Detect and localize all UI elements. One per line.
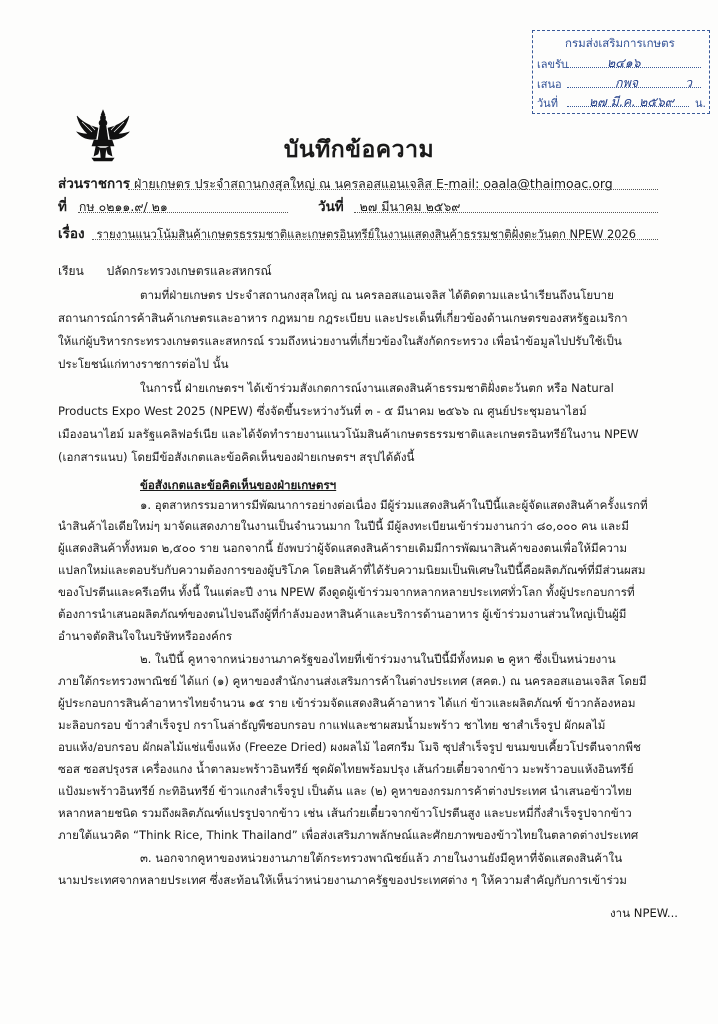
stamp-row-forward <box>537 75 705 93</box>
salutation-value: ปลัดกระทรวงเกษตรและสหกรณ์ <box>106 264 272 278</box>
salutation-label: เรียน <box>58 264 84 278</box>
stamp-row-receive-number <box>537 55 705 73</box>
stamp-label: เลขรับ <box>537 58 568 71</box>
paragraph-line: ผู้แสดงสินค้าทั้งหมด ๒,๕๐๐ ราย นอกจากนี้ ยังพบว่าผู้จัดแสดงสินค้ารายเดิมมีการพัฒนาสินค้าของตนเพื่อให้มีความ <box>58 541 628 555</box>
receipt-stamp <box>532 30 710 114</box>
paragraph-line: (เอกสารแนบ) โดยมีข้อสังเกตและข้อคิดเห็นของฝ่ายเกษตรฯ สรุปได้ดังนี้ <box>58 450 415 464</box>
paragraph-line: เมืองอนาไฮม์ มลรัฐแคลิฟอร์เนีย และได้จัดทำรายงานแนวโน้มสินค้าเกษตรธรรมชาติและเกษตรอินทรีย์ในงาน NPEW <box>58 427 639 441</box>
stamp-label: วันที่ <box>537 97 558 110</box>
salutation-line <box>58 262 272 281</box>
agency-value: ฝ่ายเกษตร ประจำสถานกงสุลใหญ่ ณ นครลอสแอนเจลิส E-mail: oaala@thaimoac.org <box>134 176 613 191</box>
paragraph-line: นำสินค้าไอเดียใหม่ๆ มาจัดแสดงภายในงานเป็นจำนวนมาก ในปีนี้ มีผู้ลงทะเบียนเข้าร่วมงานกว่า ๘๐,๐๐๐ คน และมี <box>58 519 629 533</box>
number-line <box>58 195 168 217</box>
subject-line <box>58 222 636 244</box>
continuation-text: งาน NPEW... <box>610 906 678 920</box>
memo-title: บันทึกข้อความ <box>283 137 435 163</box>
number-value: กษ ๐๒๑๑.๙/ ๒๑ <box>78 199 168 214</box>
section-heading: ข้อสังเกตและข้อคิดเห็นของฝ่ายเกษตรฯ <box>140 478 337 492</box>
date-line <box>318 195 460 217</box>
date-label: วันที่ <box>318 199 344 215</box>
paragraph-line: ในการนี้ ฝ่ายเกษตรฯ ได้เข้าร่วมสังเกตการณ์งานแสดงสินค้าธรรมชาติฝั่งตะวันตก หรือ Natural <box>140 381 614 395</box>
subject-label: เรื่อง <box>58 226 85 242</box>
paragraph-line: ประโยชน์แก่ทางราชการต่อไป นั้น <box>58 357 229 371</box>
agency-label: ส่วนราชการ <box>58 176 131 192</box>
stamp-title: กรมส่งเสริมการเกษตร <box>565 36 675 50</box>
date-value: ๒๗ มีนาคม ๒๕๖๙ <box>359 199 461 214</box>
paragraph-line: ภายใต้กระทรวงพาณิชย์ ได้แก่ (๑) คูหาของสำนักงานส่งเสริมการค้าในต่างประเทศ (สคต.) ณ นครลอสแอนเจลิส โดยมี <box>58 674 647 688</box>
paragraph-line: สถานการณ์การค้าสินค้าเกษตรและอาหาร กฎหมาย กฎระเบียบ และประเด็นที่เกี่ยวข้องด้านเกษตรของสหรัฐอเมริกา <box>58 311 628 325</box>
paragraph-line: ซอส ซอสปรุงรส เครื่องแกง น้ำตาลมะพร้าวอินทรีย์ ชุดผัดไทยพร้อมปรุง เส้นก๋วยเตี๋ยวจากข้าว มะพร้าวอบแห้งอินทรีย์ <box>58 762 634 776</box>
stamp-value-initial: ว <box>685 75 693 90</box>
stamp-value: กพจ <box>615 75 639 90</box>
paragraph-line: แป้งมะพร้าวอินทรีย์ กะทิอินทรีย์ ข้าวแกงสำเร็จรูป เป็นต้น และ (๒) คูหาของกรมการค้าต่างประเทศ นำเสนอข้าวไทย <box>58 784 632 798</box>
paragraph-line: ต้องการนำเสนอผลิตภัณฑ์ของตนไปจนถึงผู้ที่กำลังมองหาสินค้าและบริการด้านอาหาร ผู้เข้าร่วมงานส่วนใหญ่เป็นผู้มี <box>58 607 627 621</box>
paragraph-line: ๓. นอกจากคูหาของหน่วยงานภายใต้กระทรวงพาณิชย์แล้ว ภายในงานยังมีคูหาที่จัดแสดงสินค้าใน <box>140 851 623 865</box>
paragraph-line: ๒. ในปีนี้ คูหาจากหน่วยงานภาครัฐของไทยที่เข้าร่วมงานในปีนี้มีทั้งหมด ๒ คูหา ซึ่งเป็นหน่วยงาน <box>140 652 616 666</box>
paragraph-line: นามประเทศจากหลายประเทศ ซึ่งสะท้อนให้เห็นว่าหน่วยงานภาครัฐของประเทศต่าง ๆ ให้ความสำคัญกับการเข้าร่วม <box>58 873 627 887</box>
stamp-value: ๒๗ มี.ค. ๒๕๖๙ <box>589 94 674 109</box>
paragraph-line: ผู้ประกอบการสินค้าอาหารไทยจำนวน ๑๕ ราย เข้าร่วมจัดแสดงสินค้าอาหาร ได้แก่ ข้าวและผลิตภัณฑ์ ข้าวกล้องหอม <box>58 696 636 710</box>
stamp-row-date <box>537 94 705 112</box>
paragraph-line: อำนาจตัดสินใจในบริษัทหรือองค์กร <box>58 629 233 643</box>
stamp-value: ๒๔๑๖ <box>607 55 641 70</box>
paragraph-line: ตามที่ฝ่ายเกษตร ประจำสถานกงสุลใหญ่ ณ นครลอสแอนเจลิส ได้ติดตามและนำเรียนถึงนโยบาย <box>140 288 614 302</box>
number-label: ที่ <box>58 199 67 215</box>
paragraph-line: อบแห้ง/อบกรอบ ผักผลไม้แช่แข็งแห้ง (Freeze Dried) ผงผลไม้ ไอศกรีม โมจิ ซุปสำเร็จรูป ขนมขบเคี้ยวโปรตีนจากพืช <box>58 740 641 754</box>
paragraph-line: ๑. อุตสาหกรรมอาหารมีพัฒนาการอย่างต่อเนื่อง มีผู้ร่วมแสดงสินค้าในปีนี้และผู้จัดแสดงสินค้าครั้งแรกที่ <box>140 498 648 512</box>
stamp-suffix: น. <box>695 97 707 110</box>
paragraph-line: หลากหลายชนิด รวมถึงผลิตภัณฑ์แปรรูปจากข้าว เช่น เส้นก๋วยเตี๋ยวจากข้าวโปรตีนสูง และบะหมี่กึ่งสำเร็จรูปจากข้าว <box>58 806 632 820</box>
paragraph-line: มะลิอบกรอบ ข้าวสำเร็จรูป กราโนล่าธัญพืชอบกรอบ กาแฟและชาผสมน้ำมะพร้าว ชาไทย ชาสำเร็จรูป ผักผลไม้ <box>58 718 606 732</box>
paragraph-line: Products Expo West 2025 (NPEW) ซึ่งจัดขึ้นระหว่างวันที่ ๓ - ๕ มีนาคม ๒๕๖๖ ณ ศูนย์ประชุมอนาไฮม์ <box>58 404 587 418</box>
subject-value: รายงานแนวโน้มสินค้าเกษตรธรรมชาติและเกษตรอินทรีย์ในงานแสดงสินค้าธรรมชาติฝั่งตะวันตก NPEW 2026 <box>96 227 636 241</box>
paragraph-line: ให้แก่ผู้บริหารกระทรวงเกษตรและสหกรณ์ รวมถึงหน่วยงานที่เกี่ยวข้องในสังกัดกระทรวง เพื่อนำข้อมูลไปปรับใช้เป็น <box>58 334 622 348</box>
agency-line <box>58 172 613 194</box>
paragraph-line: ของโปรตีนและครีเอทีน ทั้งนี้ ในแต่ละปี งาน NPEW ดึงดูดผู้เข้าร่วมจากหลากหลายประเทศทั่วโลก ทั้งผู้ประกอบการที่ <box>58 585 635 599</box>
stamp-label: เสนอ <box>537 78 562 91</box>
paragraph-line: แปลกใหม่และตอบรับกับความต้องการของผู้บริโภค โดยสินค้าที่ได้รับความนิยมเป็นพิเศษในปีนี้คือผลิตภัณฑ์ที่มีส่วนผสม <box>58 563 646 577</box>
paragraph-line: ภายใต้แนวคิด “Think Rice, Think Thailand” เพื่อส่งเสริมภาพลักษณ์และศักยภาพของข้าวไทยในตลาดต่างประเทศ <box>58 828 639 842</box>
